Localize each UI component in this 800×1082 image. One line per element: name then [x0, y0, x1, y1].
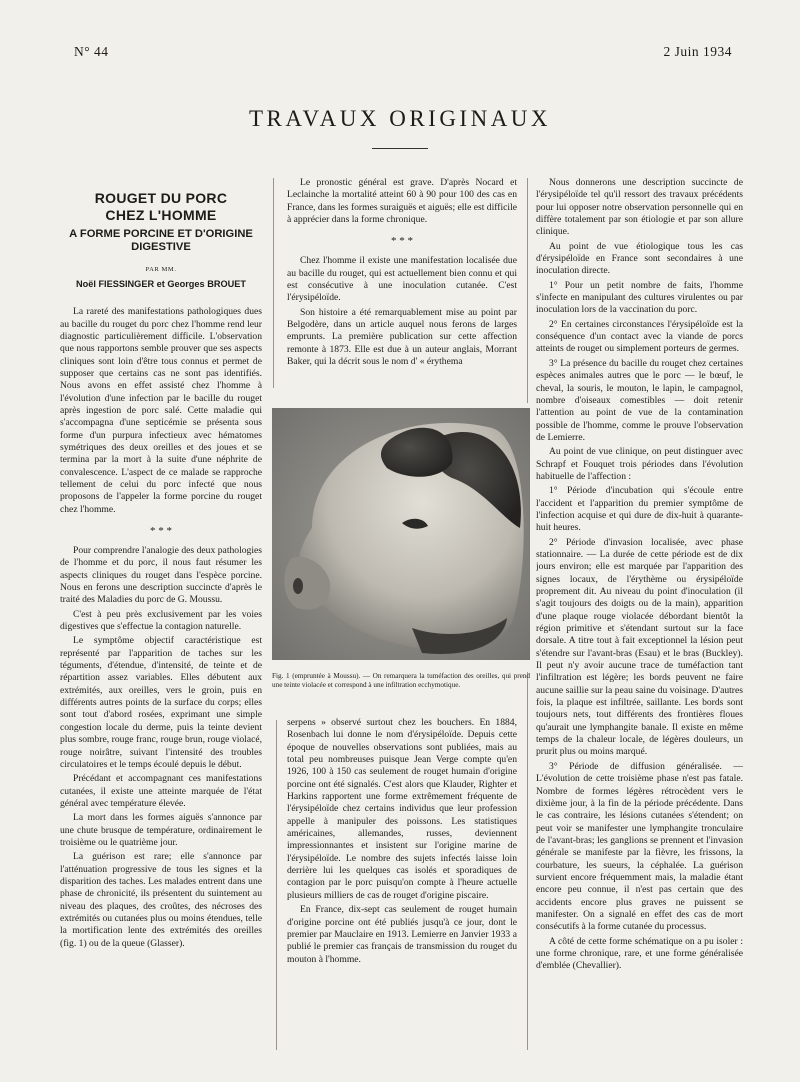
article-title-line-2: CHEZ L'HOMME — [105, 206, 217, 223]
article-title — [60, 190, 262, 223]
column-divider-left-bottom — [276, 720, 277, 1050]
paragraph: 1° Pour un petit nombre de faits, l'homme s'infecte en manipulant des cultures virulentes ou par inoculation lors de la vaccination du porc. — [536, 279, 743, 316]
byline-authors: Noël FIESSINGER et Georges BROUET — [75, 278, 246, 289]
paragraph: En France, dix-sept cas seulement de rouget humain d'origine porcine ont été publiés jusqu'à ce jour, dont le premier par Mauclaire en 1913. Lemierre en Janvier 1933 a publié le premier cas français de transmission du rouget du mouton à l'homme. — [287, 904, 517, 965]
title-rule — [372, 148, 428, 149]
figure-pig-head-photo — [272, 408, 530, 660]
paragraph: C'est à peu près exclusivement par les voies digestives que s'effectue la contagion naturelle. — [60, 608, 262, 633]
issue-date: 2 Juin 1934 — [663, 44, 732, 59]
paragraph: 2° Période d'invasion localisée, avec phase stationnaire. — La durée de cette période est de dix jours environ; elle est marquée par l'apparition des signes locaux, de l'érythème ou érysipéloïde proprement dit. Au niveau du point d'inoculation (il s'agit toujours des doigts ou de la main), apparition d'une plaque rouge violacée débordant bientôt la région primitive et s'étendant surtout sur la face dorsale. A titre tout à fait exceptionnel la lésion peut s'étendre sur l'avant-bras (Esau) et le bras (Buckley). Il peut n'y avoir aucune trace de tuméfaction tant l'infiltration est légère; les bords peuvent ne faire aucune saillie sur la peau saine du voisinage. D'autres fois, la plaque est infiltrée, saillante. Les bords sont toujours nets, tout différents des frontières floues qu'aurait une lymphangite banale. Il existe en même temps de la chaleur locale, de légères douleurs, un prurit plus ou moins marqué. — [536, 536, 743, 758]
paragraph: Au point de vue clinique, on peut distinguer avec Schrapf et Fouquet trois périodes dans l'évolution habituelle de l'affection : — [536, 446, 743, 482]
column-divider-right-bottom — [527, 672, 528, 1050]
pig-head-illustration — [272, 408, 530, 660]
paragraph: A côté de cette forme schématique on a pu isoler : une forme chronique, rare, et une forme généralisée d'emblée (Chevallier). — [536, 935, 743, 972]
issue-number: N° 44 — [74, 44, 109, 59]
section-separator-stars: * * * — [150, 525, 172, 537]
figure-caption — [272, 672, 530, 690]
section-title: TRAVAUX ORIGINAUX — [248, 106, 552, 131]
paragraph: Chez l'homme il existe une manifestation localisée due au bacille du rouget, qui est actuellement bien connu et qui est consécutive à une inoculation cutanée. C'est l'érysipéloïde. — [287, 255, 517, 304]
figure-caption-text: Fig. 1 (empruntée à Moussu). — On remarquera la tuméfaction des oreilles, qui prend une teinte violacée et correspond à une infiltration ecchymotique. — [272, 672, 530, 690]
column-divider-right-top — [527, 178, 528, 403]
paragraph: 3° Période de diffusion généralisée. — L'évolution de cette troisième phase n'est pas fatale. Nombre de formes légères rétrocèdent vers le dixième jour, à la fin de la période précédente. Dans le cas contraire, les lésions cutanées s'étendent; on peut voir se manifester une lymphangite tronculaire de l'avant-bras; les ganglions se prennent et l'invasion générale se manifeste par la fièvre, les frissons, la courbature, les sueurs, la céphalée. La guérison survient encore fréquemment mais, la maladie étant encore peu connue, il n'est pas certain que des accidents encore plus graves ne puissent se manifester. On a signalé en effet des cas de mort consécutifs à la forme cutanée du processus. — [536, 760, 743, 933]
column-3 — [536, 177, 743, 1053]
article-title-line-1: ROUGET DU PORC — [94, 190, 228, 206]
paragraph: La rareté des manifestations pathologiques dues au bacille du rouget du porc chez l'homme rend leur diagnostic particulièrement difficile. L'observation que nous rapportons semble prouver que ses aspects cliniques sont loin d'être tous connus et permet de supposer que certains cas ne sont pas identifiés. Nous avons en effet assisté chez l'homme à l'évolution d'une infection par le bacille du rouget après ingestion de porc salé. Cette maladie qui s'accompagna d'une septicémie se présenta sous forme d'un purpura infectieux avec hématomes symétriques des deux oreilles et des joues et se termina par la mort à la suite d'une néphrite de convalescence. L'aspect de ce malade se rapproche tellement de celui du porc infecté que nous proposons de l'appeler la forme porcine du rouget chez l'homme. — [60, 306, 262, 515]
paragraph: Précédant et accompagnant ces manifestations cutanées, il existe une atteinte marquée de l'état général avec température élevée. — [60, 773, 262, 809]
paragraph: La mort dans les formes aiguës s'annonce par une chute brusque de température, ordinairement le troisième ou le quatrième jour. — [60, 812, 262, 848]
paragraph: Le pronostic général est grave. D'après Nocard et Leclainche la mortalité atteint 60 à 90 pour 100 des cas en France, dans les formes suraiguës et aiguës; elle est difficile à apprécier dans la forme chronique. — [287, 177, 517, 226]
paragraph: Son histoire a été remarquablement mise au point par Belgodère, dans un article auquel nous ferons de larges emprunts. La première publication sur cette affection remonte à 1873. Elle est due à un auteur anglais, Morrant Baker, qui la décrit sous le nom d' « érythema — [287, 306, 517, 368]
paragraph: 1° Période d'incubation qui s'écoule entre l'accident et l'apparition du premier symptôme de l'infection acquise et qui dure de dix-huit à quarante-huit heures. — [536, 485, 743, 534]
column-divider-left — [273, 178, 274, 388]
section-separator-stars: * * * — [391, 235, 413, 248]
paragraph: Le symptôme objectif caractéristique est représenté par l'apparition de taches sur les téguments, d'étendue, d'intensité, de teinte et de répartition assez variables. Elles débutent aux extrémités, aux oreilles, vers le groin, puis en différents autres points de la surface du corps; elles sont tout d'abord rosées, exprimant une simple congestion locale du derme, puis la teinte devient plus sombre, rouge franc, rouge brun, rouge violacé, rouge noirâtre, suivant l'intensité des troubles circulatoires et le temps écoulé depuis le début. — [60, 635, 262, 770]
column-1 — [60, 190, 262, 1052]
article-subtitle-line-2: DIGESTIVE — [131, 241, 191, 254]
paragraph: serpens » observé surtout chez les bouchers. En 1884, Rosenbach lui donne le nom d'érysipéloïde. Depuis cette époque de nouvelles observations sont publiées, mais au total peu nombreuses puisque Jean Verge compte qu'en 1926, 100 à 150 cas seulement de rouget humain d'origine porcine ont été signalés. C'est alors que Klauder, Righter et Harkins rapportent une forme extrêmement fréquente de l'érysipéloïde chez certains individus que leur profession appelle à manipuler des poissons. Les statistiques américaines, allemandes, russes, deviennent impressionnantes et insistent sur l'origine marine de l'érysipéloïde. Le nombre des sujets infectés laisse loin derrière lui les quelques cas isolés et sporadiques de contagion par le porc puisqu'on compte à l'heure actuelle plusieurs milliers de cas de rouget d'origine piscaire. — [287, 717, 517, 901]
paragraph: Pour comprendre l'analogie des deux pathologies de l'homme et du porc, il nous faut résumer les aspects cliniques du rouget dans l'espèce porcine. Nous en ferons une description succincte d'après le traité des Maladies du porc de G. Moussu. — [60, 545, 262, 606]
paragraph: 3° La présence du bacille du rouget chez certaines espèces animales autres que le porc — le bœuf, le cheval, la souris, le mouton, le lapin, le campagnol, nombre d'oiseaux comestibles — doit retenir l'attention au point de vue de la contamination possible de l'homme, comme le prouve l'observation de Lemierre. — [536, 357, 743, 443]
column-2-bottom — [287, 717, 517, 1053]
paragraph: La guérison est rare; elle s'annonce par l'atténuation progressive de tous les signes et la disparition des taches. Les malades entrent dans une phase de chronicité, ils présentent du suintement au niveau des plaques, des croûtes, des nécroses des extrémités ou cutanées plus ou moins étendues, telle la mortification lente des extrémités des oreilles (fig. 1) ou de la queue (Glasser). — [60, 851, 262, 949]
paragraph: 2° En certaines circonstances l'érysipéloïde est la conséquence d'un contact avec la viande de porcs atteints de rouget ou simplement porteurs de germes. — [536, 318, 743, 355]
article-subtitle — [60, 228, 262, 254]
article-subtitle-line-1: A FORME PORCINE ET D'ORIGINE — [69, 228, 253, 241]
byline-prefix: PAR MM. — [145, 266, 177, 274]
column-2-top — [287, 177, 517, 403]
paragraph: Au point de vue étiologique tous les cas d'érysipéloïde en France sont secondaires à une inoculation directe. — [536, 240, 743, 277]
paragraph: Nous donnerons une description succincte de l'érysipéloïde tel qu'il ressort des travaux précédents pour lui opposer notre observation personnelle qui en diffère totalement par son étiologie et par son allure clinique. — [536, 177, 743, 238]
